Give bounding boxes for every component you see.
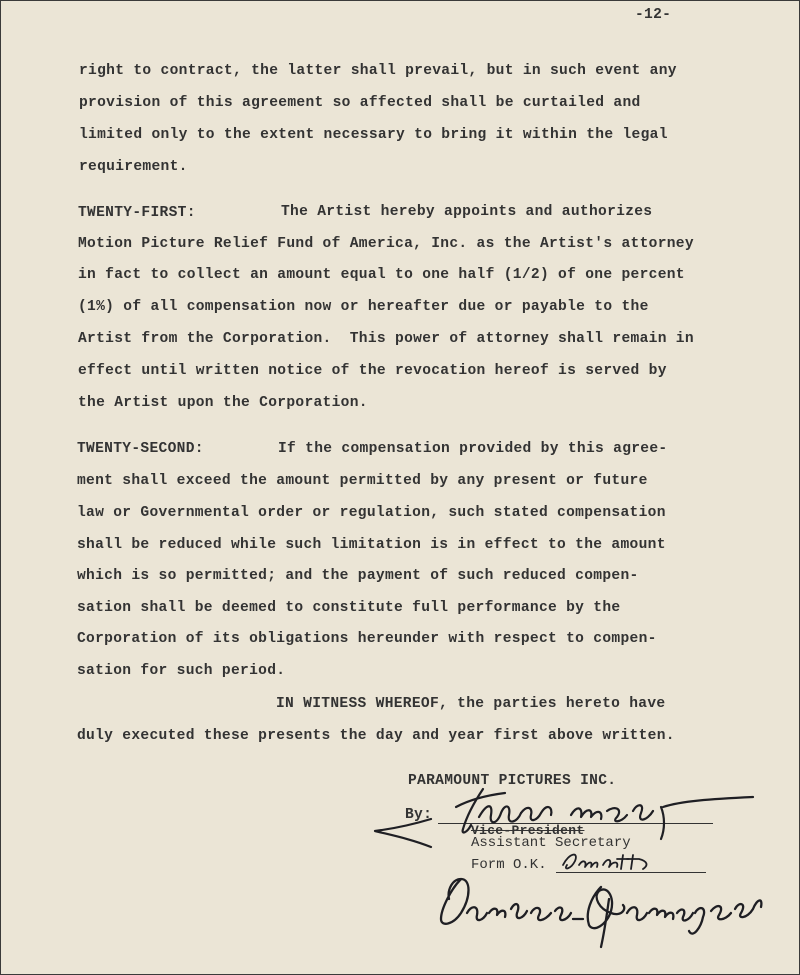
officer-signature — [371, 781, 761, 851]
text-line: ment shall exceed the amount permitted by any present or future — [77, 473, 648, 489]
text-line: Corporation of its obligations hereunder with respect to compen- — [77, 631, 657, 647]
text-line: which is so permitted; and the payment of such reduced compen- — [77, 568, 639, 584]
text-line: in fact to collect an amount equal to one half (1/2) of one percent — [78, 267, 685, 283]
section-heading: TWENTY-FIRST: — [78, 205, 196, 221]
text-line: limited only to the extent necessary to bring it within the legal — [79, 127, 668, 143]
struck-title: Vice-President — [471, 823, 585, 838]
officer-title: Assistant Secretary — [471, 835, 631, 851]
text-line: shall be reduced while such limitation is in effect to the amount — [77, 537, 666, 553]
text-line: The Artist hereby appoints and authorizes — [281, 204, 653, 220]
text-line: requirement. — [79, 159, 188, 175]
page-number: -12- — [635, 7, 672, 23]
text-line: (1%) of all compensation now or hereafter due or payable to the — [78, 299, 649, 315]
text-line: law or Governmental order or regulation, such stated compensation — [77, 505, 666, 521]
artist-signature — [431, 869, 776, 954]
by-label: By: — [405, 807, 433, 823]
text-line: effect until written notice of the revocation hereof is served by — [78, 363, 667, 379]
text-line: duly executed these presents the day and year first above written. — [77, 728, 675, 744]
text-line: If the compensation provided by this agree- — [278, 441, 668, 457]
text-line: Artist from the Corporation. This power of attorney shall remain in — [78, 331, 694, 347]
text-line: the Artist upon the Corporation. — [78, 395, 368, 411]
text-line: IN WITNESS WHEREOF, the parties hereto have — [276, 696, 666, 712]
form-ok-label: Form O.K. — [471, 857, 547, 873]
company-name: PARAMOUNT PICTURES INC. — [408, 773, 617, 789]
section-heading: TWENTY-SECOND: — [77, 441, 204, 457]
text-line: provision of this agreement so affected shall be curtailed and — [79, 95, 641, 111]
text-line: Motion Picture Relief Fund of America, Inc. as the Artist's attorney — [78, 236, 694, 252]
text-line: sation for such period. — [77, 663, 286, 679]
text-line: sation shall be deemed to constitute full performance by the — [77, 600, 621, 616]
text-line: right to contract, the latter shall prevail, but in such event any — [79, 63, 677, 79]
